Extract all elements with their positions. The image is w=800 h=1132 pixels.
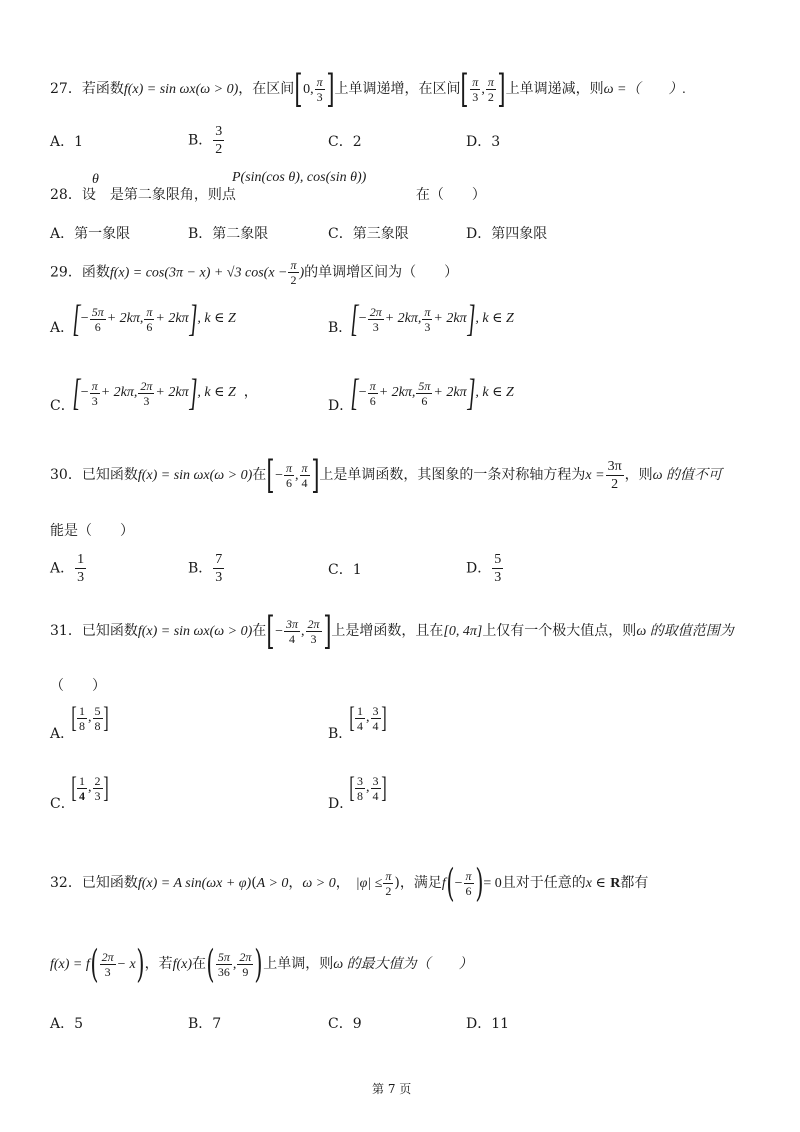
q31-option-c: [ $\frac{1}{4}$ , $\frac{2}{3}$ ] (71, 771, 109, 804)
q29-a-n1: 5π (91, 304, 104, 319)
q27-int1-frac (315, 75, 325, 104)
q31-b-n1: 1 (357, 703, 363, 718)
q29-function-a: f(x) = cos(3π − x) + √3 cos(x − (109, 265, 288, 281)
q31-option-c-label: C． (50, 796, 75, 812)
q30-option-b (188, 551, 225, 586)
q31-c-frac1 (77, 774, 87, 803)
q29-option-c (72, 374, 258, 412)
q29-b-mid: + 2kπ, (384, 311, 422, 327)
q31-frac2 (306, 617, 322, 646)
q28-text1: 是第二象限角，则点 (109, 187, 236, 203)
q30-b-num: 7 (215, 552, 223, 567)
q27-tail: ω =（ ）. (603, 82, 686, 97)
q30-a-den: 3 (77, 570, 85, 585)
q30-d2: 4 (301, 475, 308, 490)
q30-function: f(x) = sin ωx(ω > 0) (137, 468, 253, 483)
q28-theta: θ (92, 172, 99, 187)
q32-l2-d2: 9 (242, 964, 249, 979)
q31-text3: 上仅有一个极大值点，则 (482, 623, 637, 639)
q31-b-d2: 4 (372, 718, 379, 733)
q28-option-c: C．第三象限 (328, 226, 409, 242)
q29-a-bracket-close: ] (188, 298, 198, 340)
q27-int2-frac-b (486, 75, 496, 104)
q31-b-bracket-open: [ (349, 701, 355, 734)
q31-n1: 3π (286, 616, 299, 631)
q30-option-d (466, 551, 504, 586)
q31-a-bracket-open: [ (71, 701, 77, 734)
q29-c-minus: − (80, 385, 89, 401)
q31-a-d1: 8 (79, 718, 85, 733)
q29-a-d2: 6 (146, 319, 153, 334)
q30-text3: ，则 (624, 467, 653, 483)
q31-n2: 2π (307, 616, 320, 631)
q32-text2: ， (288, 875, 303, 891)
q31-d2: 3 (310, 631, 317, 646)
q29-text1: 的单调增区间为（ ） (304, 264, 459, 281)
q31-text1: 在 (252, 623, 267, 639)
q29-c-frac1 (90, 379, 100, 408)
q32-l2-paren-close: ) (136, 942, 145, 986)
q31-b-bracket-close: ] (380, 701, 387, 734)
q32-option-b: B．7 (188, 1016, 222, 1032)
q32-l2-tail: ω 的最大值为（ ） (333, 957, 473, 972)
q31-option-a-label: A． (50, 726, 75, 742)
q30-d-den: 3 (494, 570, 502, 585)
q27-function: f(x) = sin ωx(ω > 0) (123, 82, 239, 97)
q32-minus: − (454, 876, 463, 891)
q31-d-n1: 3 (357, 773, 363, 788)
q27-bracket2-close: ] (497, 67, 506, 111)
q29-b-bracket-open: [ (350, 298, 359, 340)
q32-f-den: 6 (465, 883, 472, 898)
q29-c-end: + 2kπ (155, 385, 189, 401)
q32-l2-t3: 上单调，则 (263, 956, 334, 972)
q28-option-b: B．第二象限 (188, 226, 269, 242)
q32-text1: ( (251, 875, 257, 891)
question-27-stem (50, 67, 686, 111)
q32-c3-num: π (385, 868, 392, 883)
q30-comma: , (295, 468, 299, 483)
q31-d-bracket-open: [ (349, 771, 355, 804)
q27-option-b-num: 3 (215, 124, 223, 139)
q27-option-b-frac (213, 123, 224, 158)
q32-text5: 且对于任意的 (501, 875, 586, 891)
question-28-stem (50, 185, 486, 205)
q30-axis-x: x = (585, 468, 605, 483)
q29-d-n1: π (369, 378, 376, 393)
q31-bracket-close: ] (322, 609, 332, 653)
q32-l2-comma: , (232, 957, 237, 972)
q29-b-minus: − (358, 311, 367, 327)
q31-option-d-label: D． (328, 796, 354, 812)
question-31-stem (50, 609, 734, 653)
q29-a-mid: + 2kπ, (106, 311, 144, 327)
q31-d-bracket-close: ] (380, 771, 387, 804)
q32-option-d: D．11 (466, 1016, 510, 1032)
q27-bracket2-open: [ (460, 67, 469, 111)
q31-minus: − (275, 624, 284, 639)
q28-point: P(sin(cos θ), cos(sin θ)) (232, 170, 367, 185)
q29-c-tail: ， (243, 385, 258, 401)
q29-option-a (72, 300, 236, 338)
q27-int2-den-b: 2 (487, 89, 494, 104)
q32-function: f(x) = A sin(ωx + φ) (137, 876, 252, 891)
q32-l2-den: 3 (104, 964, 111, 979)
q31-a-bracket-close: ] (102, 701, 109, 734)
q31-d-d2: 4 (372, 788, 379, 803)
q29-d-mid: + 2kπ, (378, 385, 416, 401)
q29-b-n2: π (424, 304, 431, 319)
q27-number: 27．若函数 (50, 81, 124, 97)
q32-l2-frac2 (237, 950, 253, 979)
q31-b-n2: 3 (372, 703, 379, 718)
q29-d-k: , k ∈ Z (475, 385, 514, 401)
q32-l2-num: 2π (101, 949, 114, 964)
q31-b-frac2 (371, 704, 381, 733)
q29-b-d2: 3 (424, 319, 431, 334)
q31-interval: [0, 4π] (443, 624, 483, 639)
q30-frac2 (300, 461, 310, 490)
q31-function: f(x) = sin ωx(ω > 0) (137, 624, 253, 639)
q30-b-frac (213, 551, 224, 586)
q28-option-a: A．第一象限 (50, 226, 131, 242)
q32-l2-paren2-close: ) (254, 942, 263, 986)
q28-option-d: D．第四象限 (466, 226, 548, 242)
q32-cond3: |φ| ≤ (355, 876, 383, 891)
q27-int2-num-a: π (472, 74, 479, 89)
q27-text1: ，在区间 (238, 81, 295, 97)
q31-d-n2: 3 (372, 773, 379, 788)
q27-option-c: C．2 (328, 134, 362, 150)
q32-l2-n1: 5π (217, 949, 230, 964)
question-32-stem (50, 861, 649, 905)
q29-d-minus: − (358, 385, 367, 401)
q29-b-frac2 (422, 305, 432, 334)
q30-d-frac (492, 551, 503, 586)
q30-minus: − (275, 468, 284, 483)
q29-c-frac2 (138, 379, 154, 408)
q29-a-frac2 (144, 305, 154, 334)
q30-text1: 在 (252, 467, 267, 483)
q27-int1-a: 0, (303, 82, 314, 97)
q29-d-n2: 5π (418, 378, 431, 393)
q30-a-label: A． (50, 560, 75, 577)
q32-real-set: R (610, 876, 621, 891)
q27-option-b (188, 123, 225, 158)
q29-b-frac1 (368, 305, 384, 334)
q30-axis-den: 2 (611, 476, 619, 492)
q27-text2: 上单调递增，在区间 (334, 81, 461, 97)
q31-a-n1: 1 (79, 703, 85, 718)
q29-a-d1: 6 (94, 319, 101, 334)
q29-option-b (350, 300, 514, 338)
q29-c-d2: 3 (143, 393, 150, 408)
q31-c-d2: 3 (94, 788, 101, 803)
q30-n2: π (301, 460, 308, 475)
q31-option-d: [ $\frac{3}{8}$ , $\frac{3}{4}$ ] (349, 771, 387, 804)
q27-bracket-close: ] (325, 67, 335, 111)
q29-number: 29．函数 (50, 264, 110, 281)
q31-b-frac1 (355, 704, 365, 733)
q27-option-d: D．3 (466, 134, 501, 150)
q31-frac1 (284, 617, 300, 646)
q32-f-eq: = 0 (483, 876, 502, 891)
q32-l2-b: − x (116, 957, 136, 972)
q31-a-frac2 (93, 704, 103, 733)
q31-c-bracket-open: [ (71, 771, 77, 804)
q27-int2-num-b: π (487, 74, 494, 89)
q32-l2-t1: ，若 (144, 956, 173, 972)
q27-comma: , (481, 82, 485, 97)
q32-l2-f: f(x) (172, 957, 193, 972)
q29-a-end: + 2kπ (155, 311, 189, 327)
q31-d-frac2 (371, 774, 381, 803)
q31-option-a: [ $\frac{1}{8}$ , $\frac{5}{8}$ ] (71, 701, 109, 734)
q29-c-d1: 3 (91, 393, 98, 408)
q28-text2: 在（ ） (415, 187, 486, 203)
q30-axis-num: 3π (607, 458, 622, 474)
q29-c-mid: + 2kπ, (100, 385, 138, 401)
q32-l2-a: f(x) = f (50, 957, 90, 972)
q30-bracket-open: [ (266, 453, 275, 497)
q29-d-d2: 6 (421, 393, 428, 408)
q27-option-a: A．1 (50, 134, 84, 150)
q32-text4: )，满足 (394, 875, 442, 891)
q29-d-end: + 2kπ (433, 385, 467, 401)
q30-d1: 6 (286, 475, 293, 490)
q32-f-num: π (465, 868, 472, 883)
q29-a-n2: π (146, 304, 153, 319)
q27-option-b-den: 2 (215, 142, 223, 157)
q29-c-bracket-open: [ (72, 372, 81, 414)
q28-number: 28．设 (50, 187, 96, 203)
q29-d-frac2 (416, 379, 432, 408)
q29-b-end: + 2kπ (433, 311, 467, 327)
q29-c-k: , k ∈ Z (197, 385, 236, 401)
q29-option-c-label: C． (50, 398, 75, 414)
q31-b-d1: 4 (357, 718, 363, 733)
q27-bracket-open: [ (294, 67, 303, 111)
q29-a-minus: − (80, 311, 89, 327)
q31-d1: 4 (289, 631, 296, 646)
q32-l2-t2: 在 (192, 956, 207, 972)
q32-l2-paren-open: ( (90, 942, 99, 986)
q32-text3: ， (335, 875, 350, 891)
q30-d-label: D． (466, 560, 492, 577)
q32-l2-d1: 36 (217, 964, 230, 979)
q31-bracket-open: [ (266, 609, 275, 653)
q29-function-den: 2 (290, 273, 297, 287)
q32-text6: 都有 (620, 875, 649, 891)
q31-c-n2: 2 (94, 773, 101, 788)
q30-frac1 (284, 461, 294, 490)
q31-c-frac2 (93, 774, 103, 803)
q29-b-bracket-close: ] (466, 298, 476, 340)
q31-text2: 上是增函数，且在 (331, 623, 444, 639)
q32-l2-frac1 (216, 950, 232, 979)
q27-int2-frac-a (470, 75, 480, 104)
q30-option-a (50, 551, 87, 586)
q30-option-c: C．1 (328, 562, 362, 578)
q29-function-num: π (290, 258, 297, 272)
q31-a-frac1 (77, 704, 87, 733)
q29-a-k: , k ∈ Z (197, 311, 236, 327)
q31-d-d1: 8 (357, 788, 363, 803)
q32-option-a: A．5 (50, 1016, 84, 1032)
q29-c-n2: 2π (140, 378, 153, 393)
q30-a-frac (75, 551, 86, 586)
q31-c-bracket-close: ] (102, 771, 109, 804)
q30-line2: 能是（ ） (50, 523, 134, 539)
page-number: 第 7 页 (372, 1082, 412, 1096)
q29-c-bracket-close: ] (188, 372, 198, 414)
q32-l2-frac (100, 950, 116, 979)
q31-c-n1: 1 (79, 773, 85, 788)
q27-option-b-label: B． (188, 132, 213, 149)
q32-number: 32．已知函数 (50, 875, 138, 891)
q30-number: 30．已知函数 (50, 467, 138, 483)
q30-d-num: 5 (494, 552, 502, 567)
q29-d-frac1 (368, 379, 378, 408)
q30-b-den: 3 (215, 570, 223, 585)
q32-l2-paren2-open: ( (206, 942, 215, 986)
q30-bracket-close: ] (310, 453, 320, 497)
q32-cond1: A > 0 (256, 876, 289, 891)
q29-c-n1: π (91, 378, 98, 393)
q32-c3-den: 2 (385, 883, 392, 898)
q29-a-frac1 (90, 305, 106, 334)
q29-d-bracket-open: [ (350, 372, 359, 414)
q30-axis-frac (606, 458, 624, 493)
q29-b-d1: 3 (372, 319, 379, 334)
q27-int1-num: π (316, 74, 323, 89)
q29-d-d1: 6 (369, 393, 376, 408)
q29-b-k: , k ∈ Z (475, 311, 514, 327)
q32-f-frac (464, 869, 474, 898)
q32-paren-close: ) (474, 861, 484, 905)
question-29-stem (50, 258, 458, 287)
q29-function-b: ) (299, 265, 305, 281)
q32-cond3-frac (383, 869, 393, 898)
q31-option-b: [ $\frac{1}{4}$ , $\frac{3}{4}$ ] (349, 701, 387, 734)
q29-function-frac (288, 258, 298, 287)
q31-comma: , (301, 624, 305, 639)
q31-a-d2: 8 (94, 718, 101, 733)
q32-l2-n2: 2π (239, 949, 252, 964)
q32-option-c: C．9 (328, 1016, 362, 1032)
q32-f: f (441, 876, 446, 891)
q31-number: 31．已知函数 (50, 623, 138, 639)
q29-b-n1: 2π (369, 304, 382, 319)
q31-tail: ω 的取值范围为 (636, 624, 734, 639)
q30-text2: 上是单调函数，其图象的一条对称轴方程为 (319, 467, 586, 483)
q32-line2 (50, 942, 473, 986)
q29-d-bracket-close: ] (466, 372, 476, 414)
q27-int2-den-a: 3 (472, 89, 479, 104)
q29-option-d-label: D． (328, 398, 354, 414)
q32-x-in: x ∈ (585, 876, 606, 891)
q31-a-n2: 5 (94, 703, 101, 718)
q30-b-label: B． (188, 560, 213, 577)
q29-option-d (350, 374, 514, 412)
q31-option-b-label: B． (328, 726, 353, 742)
q31-d-frac1 (355, 774, 365, 803)
q29-option-a-label: A． (50, 320, 75, 336)
q27-int1-den: 3 (316, 89, 323, 104)
q32-cond2: ω > 0 (302, 876, 336, 891)
q30-a-num: 1 (77, 552, 85, 567)
q30-tail: ω 的值不可 (652, 468, 723, 483)
q27-text3: 上单调递减，则 (505, 81, 604, 97)
q31-c-d1: 4 (79, 788, 85, 803)
q29-option-b-label: B． (328, 320, 353, 336)
q30-n1: π (286, 460, 293, 475)
question-30-stem (50, 453, 723, 497)
q29-a-bracket-open: [ (72, 298, 81, 340)
q32-paren-open: ( (446, 861, 455, 905)
q31-line2: （ ） (50, 678, 106, 694)
